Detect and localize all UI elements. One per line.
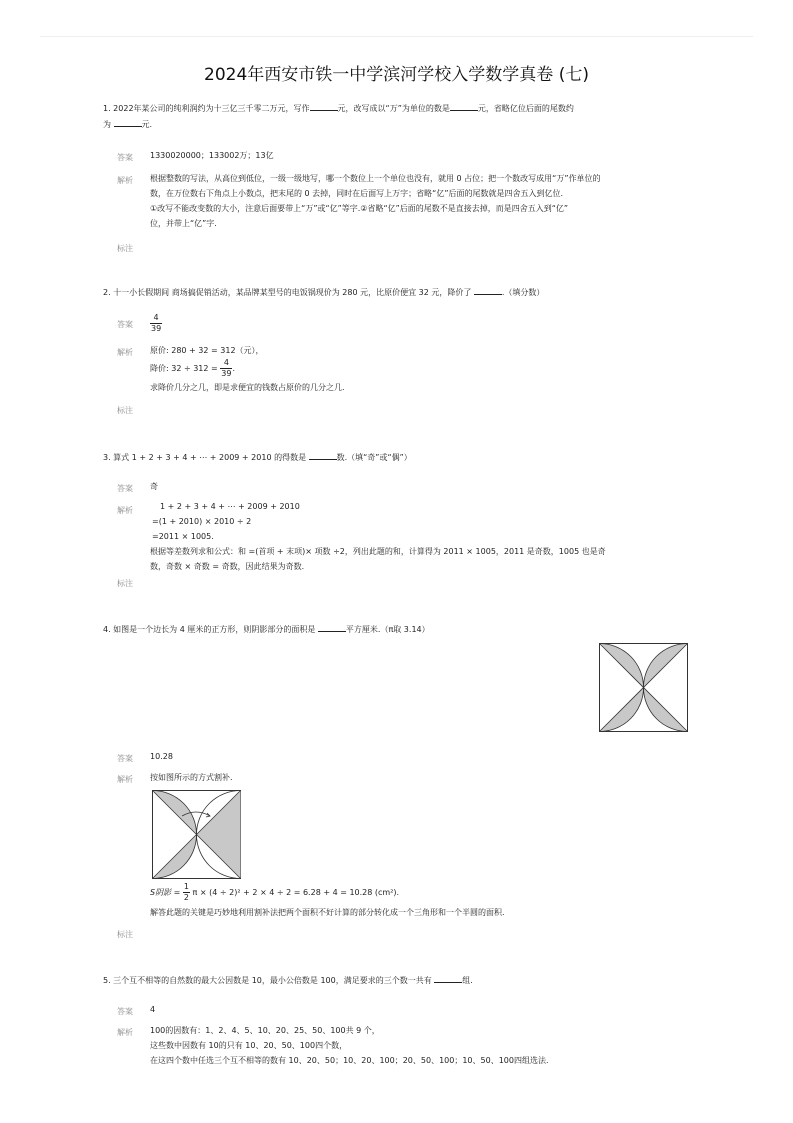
tag-label: 标注 [117, 930, 133, 939]
analysis-label: 解析 [117, 1028, 133, 1037]
area-formula: S阴影 = $\frac{1}{2}$ π × (4 ÷ 2)² + 2 × 4 ÷ 2 = 6.28 + 4 = 10.28 (cm²). [150, 882, 400, 902]
answer-blank [114, 118, 142, 127]
shaded-square-figure [599, 643, 688, 732]
question-1: 1. 2022年某公司的纯利润约为十三亿三千零二万元，写作 元，改写成以“万”为单位的数是 元，省略亿位后面的尾数约 为 元. [103, 104, 574, 129]
answer-blank [434, 974, 462, 983]
header-rule [40, 36, 753, 37]
analysis-label: 解析 [117, 775, 133, 784]
analysis-label: 解析 [117, 176, 133, 185]
answer-fraction: $\frac{4}{39}$ [151, 313, 162, 333]
analysis-text: 100的因数有：1、2、4、5、10、20、25、50、100共 9 个， 这些数中因数有 10的只有 10、20、50、100四个数， 在这四个数中任选三个互不相等的数有 10、20、50；10、20、100；20、50、100；10、50、100四组选法. [150, 1026, 549, 1065]
tag-label: 标注 [117, 244, 133, 253]
tag-label: 标注 [117, 406, 133, 415]
analysis-text: 解答此题的关键是巧妙地利用割补法把两个面积不好计算的部分转化成一个三角形和一个半圆的面积. [150, 908, 505, 917]
question-4: 4. 如图是一个边长为 4 厘米的正方形，则阴影部分的面积是 平方厘米.（π取 3.14） [103, 625, 430, 634]
question-3: 3. 算式 1 + 2 + 3 + 4 + ⋯ + 2009 + 2010 的得数是 数.（填“奇”或“偶”） [103, 453, 412, 462]
answer-text: 奇 [150, 482, 158, 491]
answer-label: 答案 [117, 1007, 133, 1016]
answer-text: 1330020000；133002万；13亿 [150, 151, 274, 160]
question-5: 5. 三个互不相等的自然数的最大公因数是 10，最小公倍数是 100，满足要求的三个数一共有 组. [103, 976, 473, 985]
analysis-text: 根据整数的写法，从高位到低位，一级一级地写，哪一个数位上一个单位也没有，就用 0 占位；把一个数改写成用“万”作单位的 数，在万位数右下角点上小数点，把末尾的 0 去掉，同时在后面写上万字；省略“亿”后面的尾数就是四舍五入到亿位. ①改写不能改变数的大小，注意后面要带上“万”或“亿”等字.②省略“亿”后面的尾数不是直接去掉，而是四舍五入到“亿” 位，并带上“亿”字. [150, 174, 601, 228]
tag-label: 标注 [117, 579, 133, 588]
answer-label: 答案 [117, 754, 133, 763]
answer-text: 4 [150, 1005, 156, 1014]
answer-blank [318, 623, 346, 632]
answer-blank [450, 102, 478, 111]
analysis-text: 按如图所示的方式割补. [150, 773, 233, 782]
analysis-label: 解析 [117, 506, 133, 515]
answer-blank [474, 286, 502, 295]
answer-blank [310, 102, 338, 111]
answer-label: 答案 [117, 484, 133, 493]
answer-label: 答案 [117, 320, 133, 329]
question-2: 2. 十一小长假期间 商场搞促销活动，某品牌某型号的电饭锅现价为 280 元，比原价便宜 32 元，降价了 .（填分数） [103, 288, 545, 297]
cut-and-fill-figure [152, 790, 241, 879]
answer-text: 10.28 [150, 752, 173, 761]
page-title: 2024年西安市铁一中学滨河学校入学数学真卷 (七) [204, 65, 589, 85]
analysis-label: 解析 [117, 348, 133, 357]
analysis-text: 原价: 280 + 32 = 312（元）， 降价: 32 ÷ 312 = $\frac{4}{39}$ . 求降价几分之几，即是求便宜的钱数占原价的几分之几. [150, 346, 345, 392]
answer-label: 答案 [117, 153, 133, 162]
analysis-text: 1 + 2 + 3 + 4 + ⋯ + 2009 + 2010 =(1 + 2010) × 2010 ÷ 2 =2011 × 1005. 根据等差数列求和公式：和 =(首项 + 末项)× 项数 ÷2，列出此题的和，计算得为 2011 × 1005，2011 是奇数，1005 也是奇 数，奇数 × 奇数 = 奇数，因此结果为奇数. [150, 502, 606, 571]
answer-blank [309, 451, 337, 460]
